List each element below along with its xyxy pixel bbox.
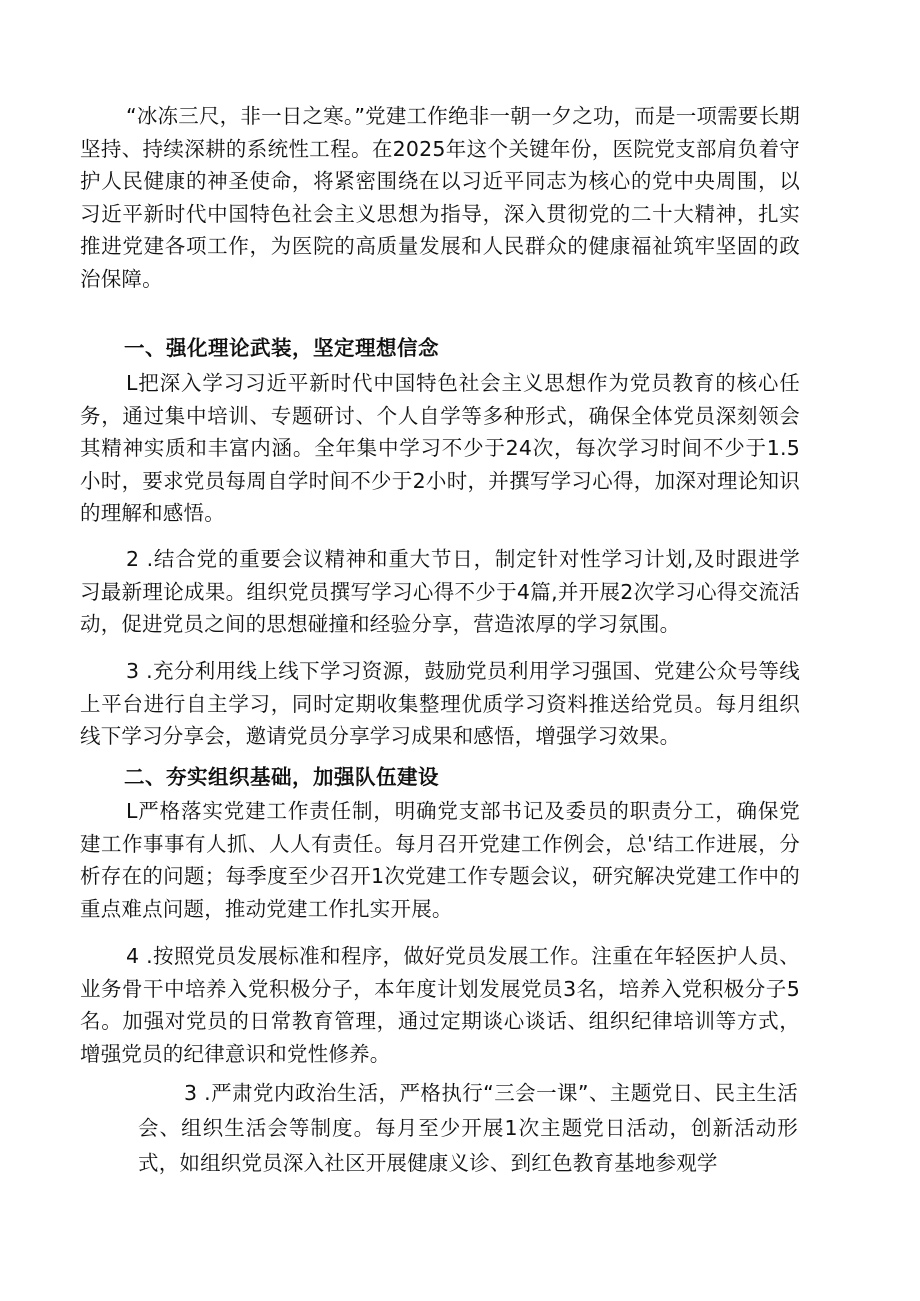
section-1-heading: 一、强化理论武装，坚定理想信念 [124,336,439,360]
section-2-heading: 二、夯实组织基础，加强队伍建设 [124,765,439,789]
section-2-item-2: 4 .按照党员发展标准和程序，做好党员发展工作。注重在年轻医护人员、业务骨干中培养入党积极分子，本年度计划发展党员3名，培养入党积极分子5名。加强对党员的日常教育管理，通过定期谈心谈话、组织纪律培训等方式，增强党员的纪律意识和党性修养。 [80,944,800,1066]
section-2-item-1: L严格落实党建工作责任制，明确党支部书记及委员的职责分工，确保党建工作事事有人抓、人人有责任。每月召开党建工作例会，总'结工作进展，分析存在的问题；每季度至少召开1次党建工作专题会议，研究解决党建工作中的重点难点问题，推动党建工作扎实开展。 [80,799,800,921]
section-1-item-2: 2 .结合党的重要会议精神和重大节日，制定针对性学习计划,及时跟进学习最新理论成果。组织党员撰写学习心得不少于4篇,并开展2次学习心得交流活动，促进党员之间的思想碰撞和经验分享，营造浓厚的学习氛围。 [80,547,800,637]
section-1-item-1: L把深入学习习近平新时代中国特色社会主义思想作为党员教育的核心任务，通过集中培训、专题研讨、个人自学等多种形式，确保全体党员深刻领会其精神实质和丰富内涵。全年集中学习不少于24次，每次学习时间不少于1.5小时，要求党员每周自学时间不少于2小时，并撰写学习心得，加深对理论知识的理解和感悟。 [80,371,800,526]
section-1-item-3: 3 .充分利用线上线下学习资源，鼓励党员利用学习强国、党建公众号等线上平台进行自主学习，同时定期收集整理优质学习资料推送给党员。每月组织线下学习分享会，邀请党员分享学习成果和感悟，增强学习效果。 [80,659,800,749]
section-2-item-3: 3 .严肃党内政治生活，严格执行“三会一课”、主题党日、民主生活会、组织生活会等制度。每月至少开展1次主题党日活动，创新活动形式，如组织党员深入社区开展健康义诊、到红色教育基地参观学 [138,1081,798,1175]
intro-paragraph: “冰冻三尺，非一日之寒。”党建工作绝非一朝一夕之功，而是一项需要长期坚持、持续深耕的系统性工程。在2025年这个关键年份，医院党支部肩负着守护人民健康的神圣使命，将紧密围绕在以习近平同志为核心的党中央周围，以习近平新时代中国特色社会主义思想为指导，深入贯彻党的二十大精神，扎实推进党建各项工作，为医院的高质量发展和人民群众的健康福祉筑牢坚固的政治保障。 [80,104,800,291]
